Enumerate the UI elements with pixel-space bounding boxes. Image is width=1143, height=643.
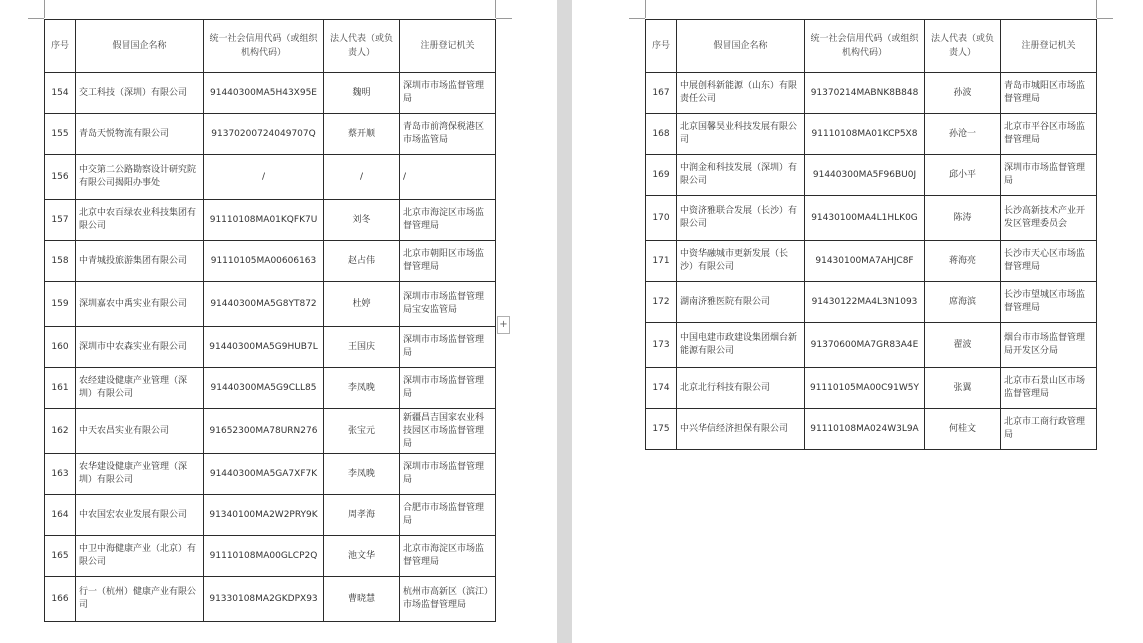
table-row xyxy=(646,73,1097,114)
cell-code: 91110108MA024W3L9A xyxy=(805,409,925,450)
table-row xyxy=(45,200,496,241)
cell-no: 169 xyxy=(646,155,677,196)
cell-name: 农经建设健康产业管理（深圳）有限公司 xyxy=(76,368,204,409)
cell-code: 91110108MA00GLCP2Q xyxy=(204,536,324,577)
cell-name: 农华建设健康产业管理（深圳）有限公司 xyxy=(76,454,204,495)
cell-code: 91370214MABNK8B848 xyxy=(805,73,925,114)
header-person: 法人代表（或负责人） xyxy=(925,20,1001,73)
cell-org: 深圳市市场监督管理局 xyxy=(400,454,496,495)
cell-no: 171 xyxy=(646,241,677,282)
cell-no: 174 xyxy=(646,368,677,409)
cell-person: 张翼 xyxy=(925,368,1001,409)
cell-org: 深圳市市场监督管理局宝安监管局 xyxy=(400,282,496,327)
cell-org: 北京市石景山区市场监督管理局 xyxy=(1001,368,1097,409)
cell-code: 91110108MA01KCP5X8 xyxy=(805,114,925,155)
cell-no: 154 xyxy=(45,73,76,114)
cell-person: 李凤晚 xyxy=(324,454,400,495)
cell-name: 中资华融城市更新发展（长沙）有限公司 xyxy=(677,241,805,282)
table-row xyxy=(45,495,496,536)
header-name: 假冒国企名称 xyxy=(677,20,805,73)
cell-no: 166 xyxy=(45,577,76,622)
cell-name: 北京中农百绿农业科技集团有限公司 xyxy=(76,200,204,241)
cell-org: 北京市海淀区市场监督管理局 xyxy=(400,536,496,577)
table-header-row xyxy=(45,20,496,73)
table-row xyxy=(45,409,496,454)
cell-name: 中资济雅联合发展（长沙）有限公司 xyxy=(677,196,805,241)
cell-no: 163 xyxy=(45,454,76,495)
cell-no: 173 xyxy=(646,323,677,368)
cell-org: 长沙市望城区市场监督管理局 xyxy=(1001,282,1097,323)
cell-no: 168 xyxy=(646,114,677,155)
cell-org: 青岛市城阳区市场监督管理局 xyxy=(1001,73,1097,114)
cell-org: 深圳市市场监督管理局 xyxy=(1001,155,1097,196)
crop-mark xyxy=(629,18,645,19)
page-gutter xyxy=(557,0,572,643)
cell-person: 蒋海亮 xyxy=(925,241,1001,282)
cell-person: 曹晓慧 xyxy=(324,577,400,622)
cell-person: 张宝元 xyxy=(324,409,400,454)
cell-person: 李凤晚 xyxy=(324,368,400,409)
cell-code: 91110108MA01KQFK7U xyxy=(204,200,324,241)
cell-org: 深圳市市场监督管理局 xyxy=(400,327,496,368)
cell-code: 91430100MA7AHJC8F xyxy=(805,241,925,282)
cell-name: 中兴华信经济担保有限公司 xyxy=(677,409,805,450)
cell-no: 156 xyxy=(45,155,76,200)
cell-code: 91430100MA4L1HLK0G xyxy=(805,196,925,241)
header-org: 注册登记机关 xyxy=(400,20,496,73)
cell-org: 深圳市市场监督管理局 xyxy=(400,368,496,409)
cell-no: 161 xyxy=(45,368,76,409)
cell-person: 杜婷 xyxy=(324,282,400,327)
cell-name: 青岛天悦物流有限公司 xyxy=(76,114,204,155)
cell-name: 中展创科新能源（山东）有限责任公司 xyxy=(677,73,805,114)
table-row xyxy=(45,536,496,577)
header-no: 序号 xyxy=(45,20,76,73)
company-table-right xyxy=(645,19,1097,450)
cell-no: 155 xyxy=(45,114,76,155)
cell-name: 中农国宏农业发展有限公司 xyxy=(76,495,204,536)
cell-name: 交工科技（深圳）有限公司 xyxy=(76,73,204,114)
cell-name: 中国电建市政建设集团烟台新能源有限公司 xyxy=(677,323,805,368)
header-code: 统一社会信用代码（或组织机构代码） xyxy=(204,20,324,73)
cell-person: 魏明 xyxy=(324,73,400,114)
cell-person: 邱小平 xyxy=(925,155,1001,196)
cell-org: 北京市平谷区市场监督管理局 xyxy=(1001,114,1097,155)
header-no: 序号 xyxy=(646,20,677,73)
table-row xyxy=(646,409,1097,450)
cell-no: 167 xyxy=(646,73,677,114)
cell-org: 合肥市市场监督管理局 xyxy=(400,495,496,536)
table-row xyxy=(45,577,496,622)
table-row xyxy=(646,282,1097,323)
cell-org: 青岛市前湾保税港区市场监管局 xyxy=(400,114,496,155)
cell-org: 北京市工商行政管理局 xyxy=(1001,409,1097,450)
crop-mark xyxy=(1096,0,1097,18)
table-row xyxy=(646,241,1097,282)
cell-person: 刘冬 xyxy=(324,200,400,241)
cell-name: 北京国馨昊业科技发展有限公司 xyxy=(677,114,805,155)
cell-code: 91370600MA7GR83A4E xyxy=(805,323,925,368)
cell-code: 91440300MA5F96BU0J xyxy=(805,155,925,196)
cell-name: 行一（杭州）健康产业有限公司 xyxy=(76,577,204,622)
cell-no: 170 xyxy=(646,196,677,241)
cell-person: 蔡开顺 xyxy=(324,114,400,155)
crop-mark xyxy=(28,18,44,19)
table-row xyxy=(45,155,496,200)
cell-name: 湖南济雅医院有限公司 xyxy=(677,282,805,323)
cell-code: 91110105MA00606163 xyxy=(204,241,324,282)
cell-person: 翟波 xyxy=(925,323,1001,368)
table-row xyxy=(646,368,1097,409)
cell-code: 91440300MA5G9HUB7L xyxy=(204,327,324,368)
table-header-row xyxy=(646,20,1097,73)
cell-person: 陈涛 xyxy=(925,196,1001,241)
table-row xyxy=(45,114,496,155)
cell-person: 赵占伟 xyxy=(324,241,400,282)
cell-code: 91652300MA78URN276 xyxy=(204,409,324,454)
cell-org: 北京市朝阳区市场监督管理局 xyxy=(400,241,496,282)
cell-no: 172 xyxy=(646,282,677,323)
cell-code: 91370200724049707Q xyxy=(204,114,324,155)
cell-code: 91440300MA5G9CLL85 xyxy=(204,368,324,409)
cell-person: 周孝海 xyxy=(324,495,400,536)
cell-org: 烟台市市场监督管理局开发区分局 xyxy=(1001,323,1097,368)
header-code: 统一社会信用代码（或组织机构代码） xyxy=(805,20,925,73)
table-row xyxy=(646,114,1097,155)
crop-mark xyxy=(44,0,45,18)
table-row xyxy=(45,73,496,114)
cell-name: 中交第二公路勘察设计研究院有限公司揭阳办事处 xyxy=(76,155,204,200)
cell-code: 91440300MA5H43X95E xyxy=(204,73,324,114)
cell-no: 162 xyxy=(45,409,76,454)
crop-mark xyxy=(496,18,512,19)
cell-no: 158 xyxy=(45,241,76,282)
cell-person: / xyxy=(324,155,400,200)
cell-org: 长沙市天心区市场监督管理局 xyxy=(1001,241,1097,282)
cell-code: 91340100MA2W2PRY9K xyxy=(204,495,324,536)
table-expand-handle[interactable]: + xyxy=(497,316,510,334)
cell-code: 91440300MA5GA7XF7K xyxy=(204,454,324,495)
cell-person: 孙波 xyxy=(925,73,1001,114)
cell-org: 深圳市市场监督管理局 xyxy=(400,73,496,114)
cell-person: 何桂文 xyxy=(925,409,1001,450)
cell-person: 池文华 xyxy=(324,536,400,577)
header-org: 注册登记机关 xyxy=(1001,20,1097,73)
table-row xyxy=(646,196,1097,241)
cell-name: 中卫中海健康产业（北京）有限公司 xyxy=(76,536,204,577)
cell-code: 91430122MA4L3N1093 xyxy=(805,282,925,323)
table-row xyxy=(45,241,496,282)
table-row xyxy=(646,323,1097,368)
crop-mark xyxy=(495,0,496,18)
header-person: 法人代表（或负责人） xyxy=(324,20,400,73)
company-table-left xyxy=(44,19,496,622)
table-row xyxy=(45,454,496,495)
table-row xyxy=(45,368,496,409)
cell-org: 长沙高新技术产业开发区管理委员会 xyxy=(1001,196,1097,241)
crop-mark xyxy=(645,0,646,18)
cell-org: 新疆昌吉国家农业科技园区市场监督管理局 xyxy=(400,409,496,454)
header-name: 假冒国企名称 xyxy=(76,20,204,73)
cell-org: / xyxy=(400,155,496,200)
cell-no: 175 xyxy=(646,409,677,450)
cell-person: 席海滨 xyxy=(925,282,1001,323)
cell-no: 157 xyxy=(45,200,76,241)
cell-name: 深圳嘉农中禹实业有限公司 xyxy=(76,282,204,327)
cell-code: 91330108MA2GKDPX93 xyxy=(204,577,324,622)
cell-name: 中润金和科技发展（深圳）有限公司 xyxy=(677,155,805,196)
cell-no: 159 xyxy=(45,282,76,327)
cell-code: 91110105MA00C91W5Y xyxy=(805,368,925,409)
cell-code: / xyxy=(204,155,324,200)
table-row xyxy=(646,155,1097,196)
cell-no: 165 xyxy=(45,536,76,577)
cell-no: 160 xyxy=(45,327,76,368)
cell-name: 中天农昌实业有限公司 xyxy=(76,409,204,454)
table-row xyxy=(45,282,496,327)
cell-no: 164 xyxy=(45,495,76,536)
cell-person: 孙沧一 xyxy=(925,114,1001,155)
cell-name: 北京北行科技有限公司 xyxy=(677,368,805,409)
crop-mark xyxy=(1097,18,1113,19)
cell-person: 王国庆 xyxy=(324,327,400,368)
cell-org: 北京市海淀区市场监督管理局 xyxy=(400,200,496,241)
cell-org: 杭州市高新区（滨江）市场监督管理局 xyxy=(400,577,496,622)
cell-name: 深圳市中农森实业有限公司 xyxy=(76,327,204,368)
cell-code: 91440300MA5G8YT872 xyxy=(204,282,324,327)
table-row xyxy=(45,327,496,368)
cell-name: 中青城投旅游集团有限公司 xyxy=(76,241,204,282)
